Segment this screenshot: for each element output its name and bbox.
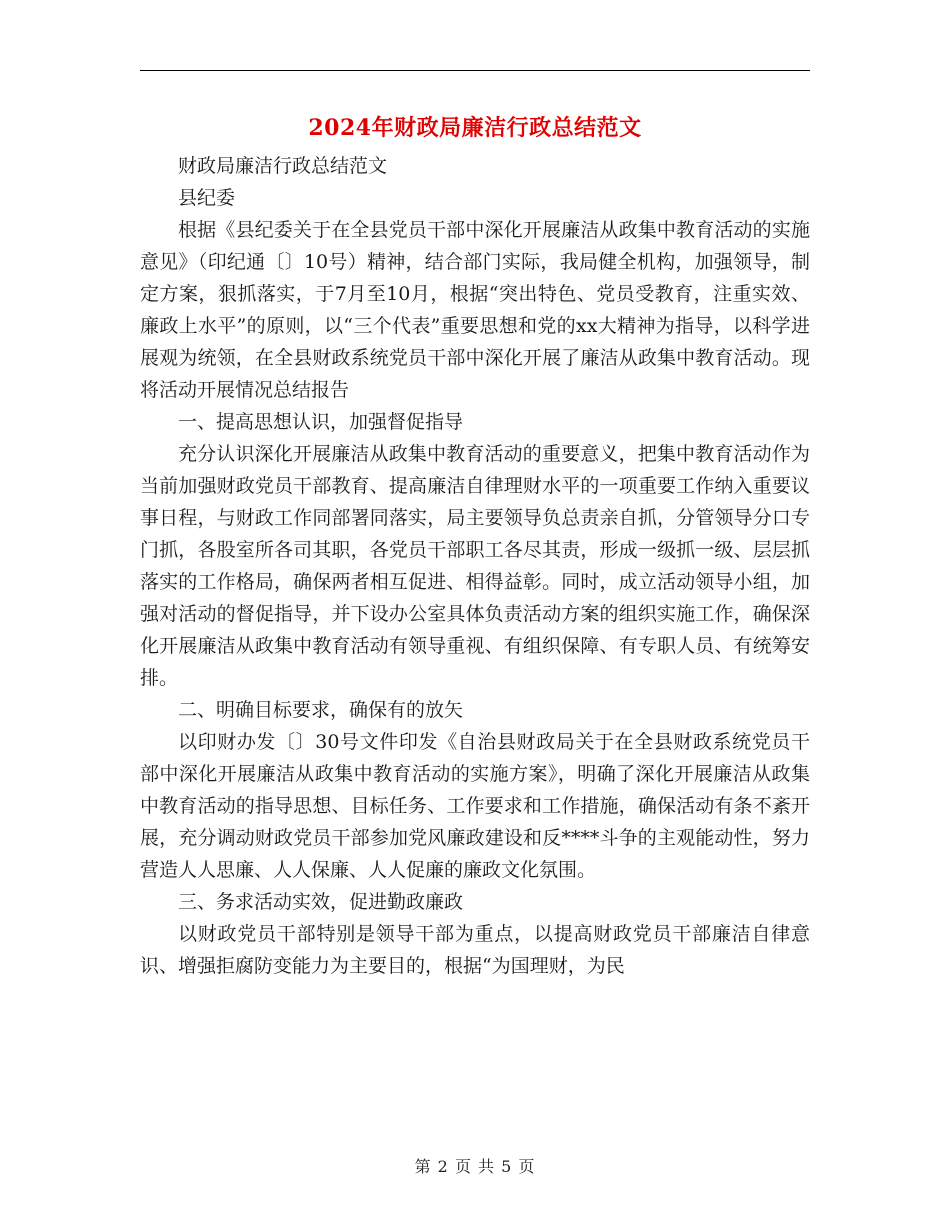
- section-paragraph-2: 以印财办发〔〕30号文件印发《自治县财政局关于在全县财政系统党员干部中深化开展廉洁从政集中教育活动的实施方案》，明确了深化开展廉洁从政集中教育活动的指导思想、目标任务、工作要求和工作措施，确保活动有条不紊开展，充分调动财政党员干部参加党风廉政建设和反****斗争的主观能动性，努力营造人人思廉、人人保廉、人人促廉的廉政文化氛围。: [140, 731, 810, 881]
- page-number-footer: 第 2 页 共 5 页: [414, 1157, 536, 1176]
- section-paragraph-1: 充分认识深化开展廉洁从政集中教育活动的重要意义，把集中教育活动作为当前加强财政党员干部教育、提高廉洁自律理财水平的一项重要工作纳入重要议事日程，与财政工作同部署同落实，局主要领导负总责亲自抓，分管领导分口专门抓，各股室所各司其职，各党员干部职工各尽其责，形成一级抓一级、层层抓落实的工作格局，确保两者相互促进、相得益彰。同时，成立活动领导小组，加强对活动的督促指导，并下设办公室具体负责活动方案的组织实施工作，确保深化开展廉洁从政集中教育活动有领导重视、有组织保障、有专职人员、有统筹安排。: [140, 443, 810, 689]
- document-body: [140, 150, 810, 982]
- author-paragraph: 县纪委: [178, 187, 236, 209]
- document-title: 2024年财政局廉洁行政总结范文: [308, 115, 642, 141]
- section-paragraph-3: 以财政党员干部特别是领导干部为重点，以提高财政党员干部廉洁自律意识、增强拒腐防变能力为主要目的，根据“为国理财，为民: [140, 923, 810, 977]
- section-heading-3: 三、务求活动实效，促进勤政廉政: [178, 891, 464, 913]
- subtitle-paragraph: 财政局廉洁行政总结范文: [178, 155, 388, 177]
- header-rule: [140, 70, 810, 71]
- section-heading-1: 一、提高思想认识，加强督促指导: [178, 411, 464, 433]
- intro-paragraph: 根据《县纪委关于在全县党员干部中深化开展廉洁从政集中教育活动的实施意见》（印纪通〔〕10号）精神，结合部门实际，我局健全机构，加强领导，制定方案，狠抓落实，于7月至10月，根据“突出特色、党员受教育，注重实效、廉政上水平”的原则，以“三个代表”重要思想和党的xx大精神为指导，以科学进展观为统领，在全县财政系统党员干部中深化开展了廉洁从政集中教育活动。现将活动开展情况总结报告: [140, 219, 810, 401]
- section-heading-2: 二、明确目标要求，确保有的放矢: [178, 699, 464, 721]
